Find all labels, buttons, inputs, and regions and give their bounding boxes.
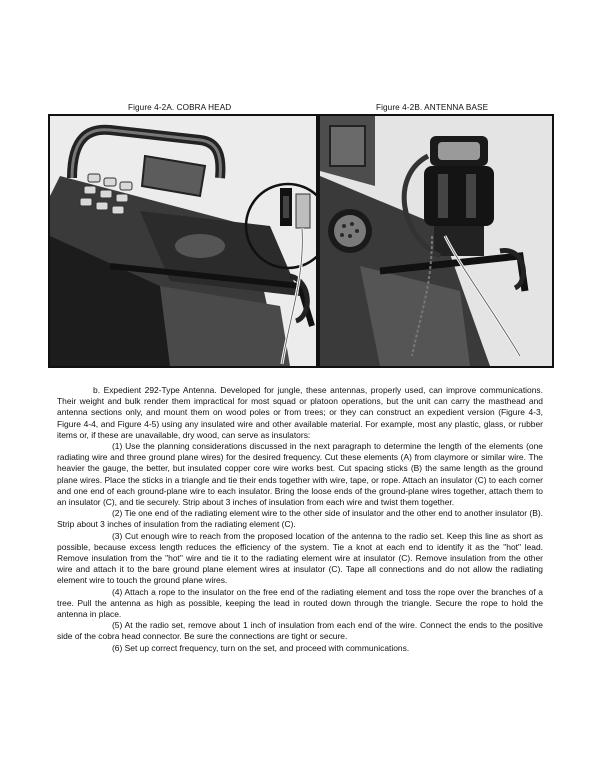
paragraph-step-1: (1) Use the planning considerations discussed in the next paragraph to determine the length of the elements (one radiating wire and three ground plane wires) for the desired frequency. Cut these elements (A) from claymore or similar wire. The heavier the gauge, the better, but insulated copper core wire works best. Cut spacing sticks (B) the same length as the ground plane wires. Place the sticks in a triangle and tie their ends together with wire, tape, or rope. Attach an insulator (C) to each corner and one end of each ground-plane wire to each insulator. Bring the loose ends of the ground-plane wires together, attach them to an insulator (C), and tie securely. Strip about 3 inches of insulation from each wire and twist them together. (57, 441, 543, 508)
paragraph-step-6: (6) Set up correct frequency, turn on the set, and proceed with communications. (112, 642, 410, 653)
paragraph-step-4: (4) Attach a rope to the insulator on the free end of the radiating element and toss the rope over the branches of a tree. Pull the antenna as high as possible, keeping the lead in routed down through the triangle. Secure the rope to hold the antenna in place. (57, 586, 543, 620)
paragraph-step-2: (2) Tie one end of the radiating element wire to the other side of insulator and the other end to another insulator (B). Strip about 3 inches of insulation from the radiating element (C). (57, 508, 543, 530)
antenna-base-photo (320, 116, 552, 366)
paragraph-expedient-292-antenna: b. Expedient 292-Type Antenna. Developed for jungle, these antennas, properly used, can improve communications. Their weight and bulk render them impractical for most squad or platoon operations, but the unit can carry the masthead and antenna sections only, and mount them on wood poles or from trees; or they can construct an expedient version (Figure 4-3, Figure 4-4, and Figure 4-5) using any insulated wire and other available material. For example, most any plastic, glass, or rubber items or, if these are unavailable, dry wood, can serve as insulators: (57, 385, 543, 440)
cobra-head-photo (50, 116, 316, 366)
document-body (57, 385, 543, 654)
paragraph-step-3: (3) Cut enough wire to reach from the proposed location of the antenna to the radio set. Keep this line as short as possible, because excess length reduces the efficiency of the system. Tie a knot at each end to identify it as the "hot" lead. Remove insulation from the "hot" wire and tie it to the radiating element wire at insulator (C). Remove insulation from the other wire and attach it to the bare ground plane element wires at insulator (C). Tape all connections and do not allow the radiating element wire to touch the ground plane wires. (57, 530, 543, 586)
figure-4-2b-caption: Figure 4-2B. ANTENNA BASE (376, 103, 489, 112)
paragraph-step-5: (5) At the radio set, remove about 1 inch of insulation from each end of the wire. Connect the ends to the positive side of the cobra head connector. Be sure the connections are tight or secure. (57, 620, 543, 642)
figure-4-2a-caption: Figure 4-2A. COBRA HEAD (128, 103, 232, 112)
figure-photo-frame (48, 114, 554, 368)
